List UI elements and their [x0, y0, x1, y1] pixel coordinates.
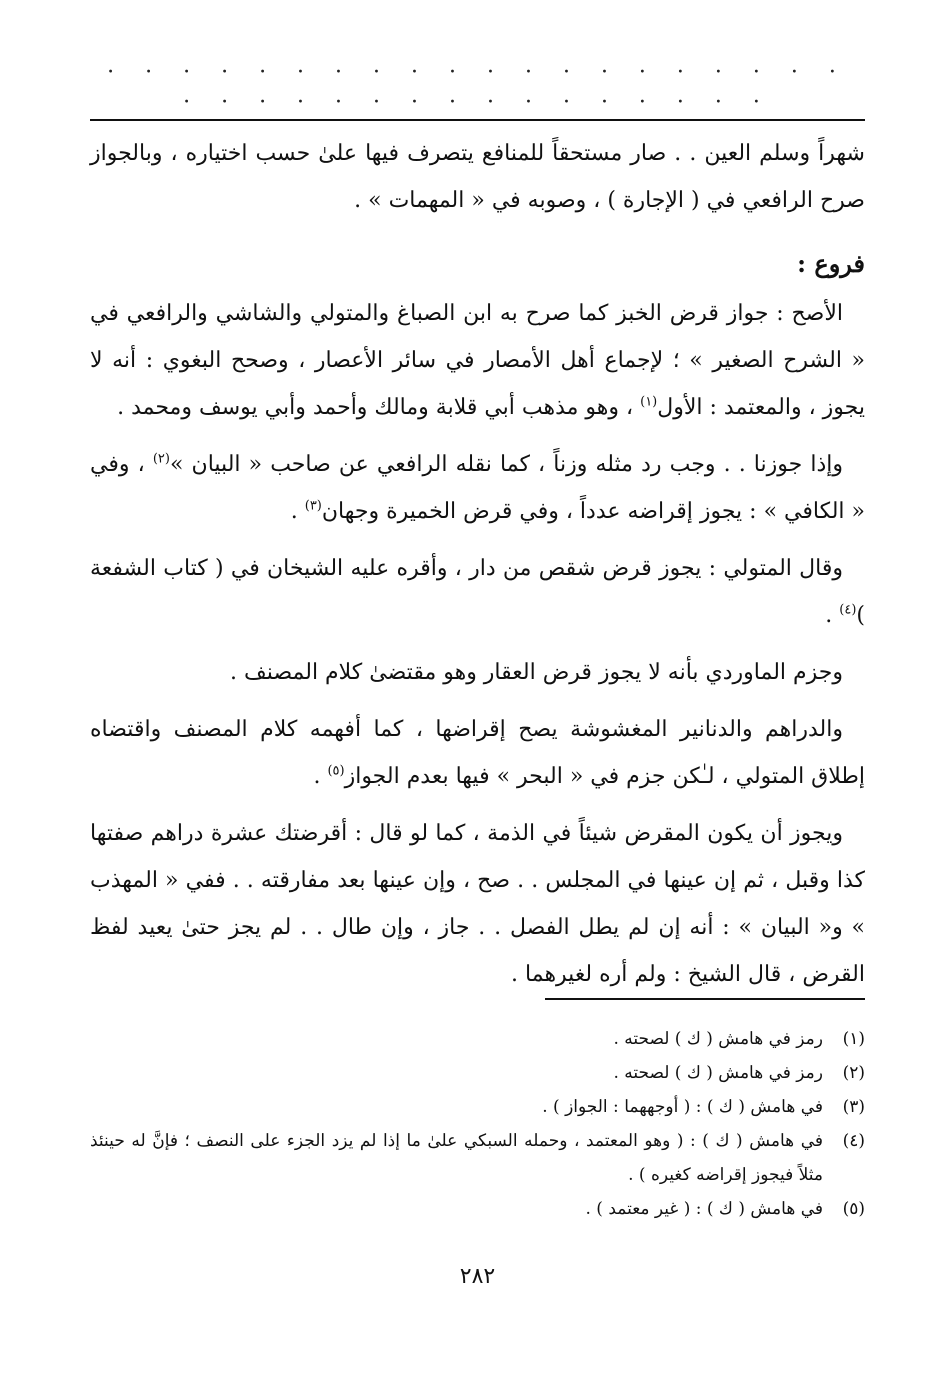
footnote-4 — [90, 1124, 865, 1192]
paragraph-4-text-a: وقال المتولي : يجوز قرض شقص من دار ، وأقره عليه الشيخان في ( كتاب الشفعة ) — [90, 556, 865, 628]
paragraph-7: ويجوز أن يكون المقرض شيئاً في الذمة ، كما لو قال : أقرضتك عشرة دراهم صفتها كذا وقبل ، ثم إن عينها في المجلس . . صح ، وإن عينها بعد مفارقته . . ففي « المهذب » و« البيان » : أنه إن لم يطل الفصل . . جاز ، وإن طال . . لم يجز حتىٰ يعيد لفظ القرض ، قال الشيخ : ولم أره لغيرهما . — [90, 821, 865, 987]
footnote-ref-3[interactable]: (٣) — [304, 498, 322, 514]
footnote-1 — [90, 1022, 865, 1056]
header-rule — [90, 119, 865, 121]
main-text — [90, 130, 865, 998]
paragraph-3-text-c: . — [290, 499, 305, 524]
paragraph-3-text-a: وإذا جوزنا . . وجب رد مثله وزناً ، كما نقله الرافعي عن صاحب « البيان » — [169, 452, 843, 477]
footnote-text: في هامش ( ك ) : ( غير معتمد ) . — [585, 1199, 823, 1219]
footnote-ref-2[interactable]: (٢) — [152, 451, 170, 467]
paragraph-6-text-b: . — [313, 764, 328, 789]
footnote-text: في هامش ( ك ) : ( أوجههما : الجواز ) . — [542, 1097, 823, 1117]
paragraph-2-text-a: الأصح : جواز قرض الخبز كما صرح به ابن الصباغ والمتولي والشاشي والرافعي في « الشرح الصغير » ؛ لإجماع أهل الأمصار في سائر الأعصار ، وصحح البغوي : أنه لا يجوز ، والمعتمد : الأول — [90, 301, 865, 420]
footnote-rule — [545, 998, 865, 1000]
paragraph-6 — [90, 706, 865, 800]
paragraph-2 — [90, 290, 865, 431]
footnotes — [90, 1022, 865, 1226]
paragraph-4-text-b: . — [825, 603, 840, 628]
footnote-number: (٣) — [842, 1097, 865, 1117]
footnote-number: (٤) — [842, 1131, 865, 1151]
footnote-text: رمز في هامش ( ك ) لصحته . — [613, 1063, 823, 1083]
paragraph-6-text-a: والدراهم والدنانير المغشوشة يصح إقراضها ، كما أفهمه كلام المصنف واقتضاه إطلاق المتولي ، لـٰكن جزم في « البحر » فيها بعدم الجواز — [90, 717, 865, 789]
footnote-2 — [90, 1056, 865, 1090]
section-heading: فروع : — [797, 249, 865, 278]
header-dots: · · · · · · · · · · · · · · · · · · · · · · · · · · · · · · · · · · · · — [107, 60, 848, 115]
paragraph-4 — [90, 545, 865, 639]
footnote-number: (١) — [842, 1029, 865, 1049]
footnote-text: رمز في هامش ( ك ) لصحته . — [613, 1029, 823, 1049]
paragraph-3 — [90, 441, 865, 535]
page-number: ٢٨٢ — [459, 1264, 496, 1289]
footnote-number: (٢) — [842, 1063, 865, 1083]
footnote-5 — [90, 1192, 865, 1226]
paragraph-3-text-b: ، وفي « الكافي » : يجوز إقراضه عدداً ، وفي قرض الخميرة وجهان — [90, 452, 865, 524]
document-page — [90, 0, 865, 1375]
footnote-ref-1[interactable]: (١) — [640, 394, 658, 410]
paragraph-2-text-b: ، وهو مذهب أبي قلابة ومالك وأحمد وأبي يوسف ومحمد . — [117, 395, 641, 420]
footnote-ref-5[interactable]: (٥) — [327, 763, 345, 779]
paragraph-1: شهراً وسلم العين . . صار مستحقاً للمنافع يتصرف فيها علىٰ حسب اختياره ، وبالجواز صرح الرافعي في ( الإجارة ) ، وصوبه في « المهمات » . — [90, 141, 865, 213]
footnote-text: في هامش ( ك ) : ( وهو المعتمد ، وحمله السبكي علىٰ ما إذا لم يزد الجزء على النصف ؛ فإنَّ له حينئذ مثلاً فيجوز إقراضه كغيره ) . — [90, 1131, 823, 1185]
paragraph-5: وجزم الماوردي بأنه لا يجوز قرض العقار وهو مقتضىٰ كلام المصنف . — [230, 660, 843, 685]
footnote-ref-4[interactable]: (٤) — [839, 602, 857, 618]
footnote-3 — [90, 1090, 865, 1124]
footnote-number: (٥) — [842, 1199, 865, 1219]
